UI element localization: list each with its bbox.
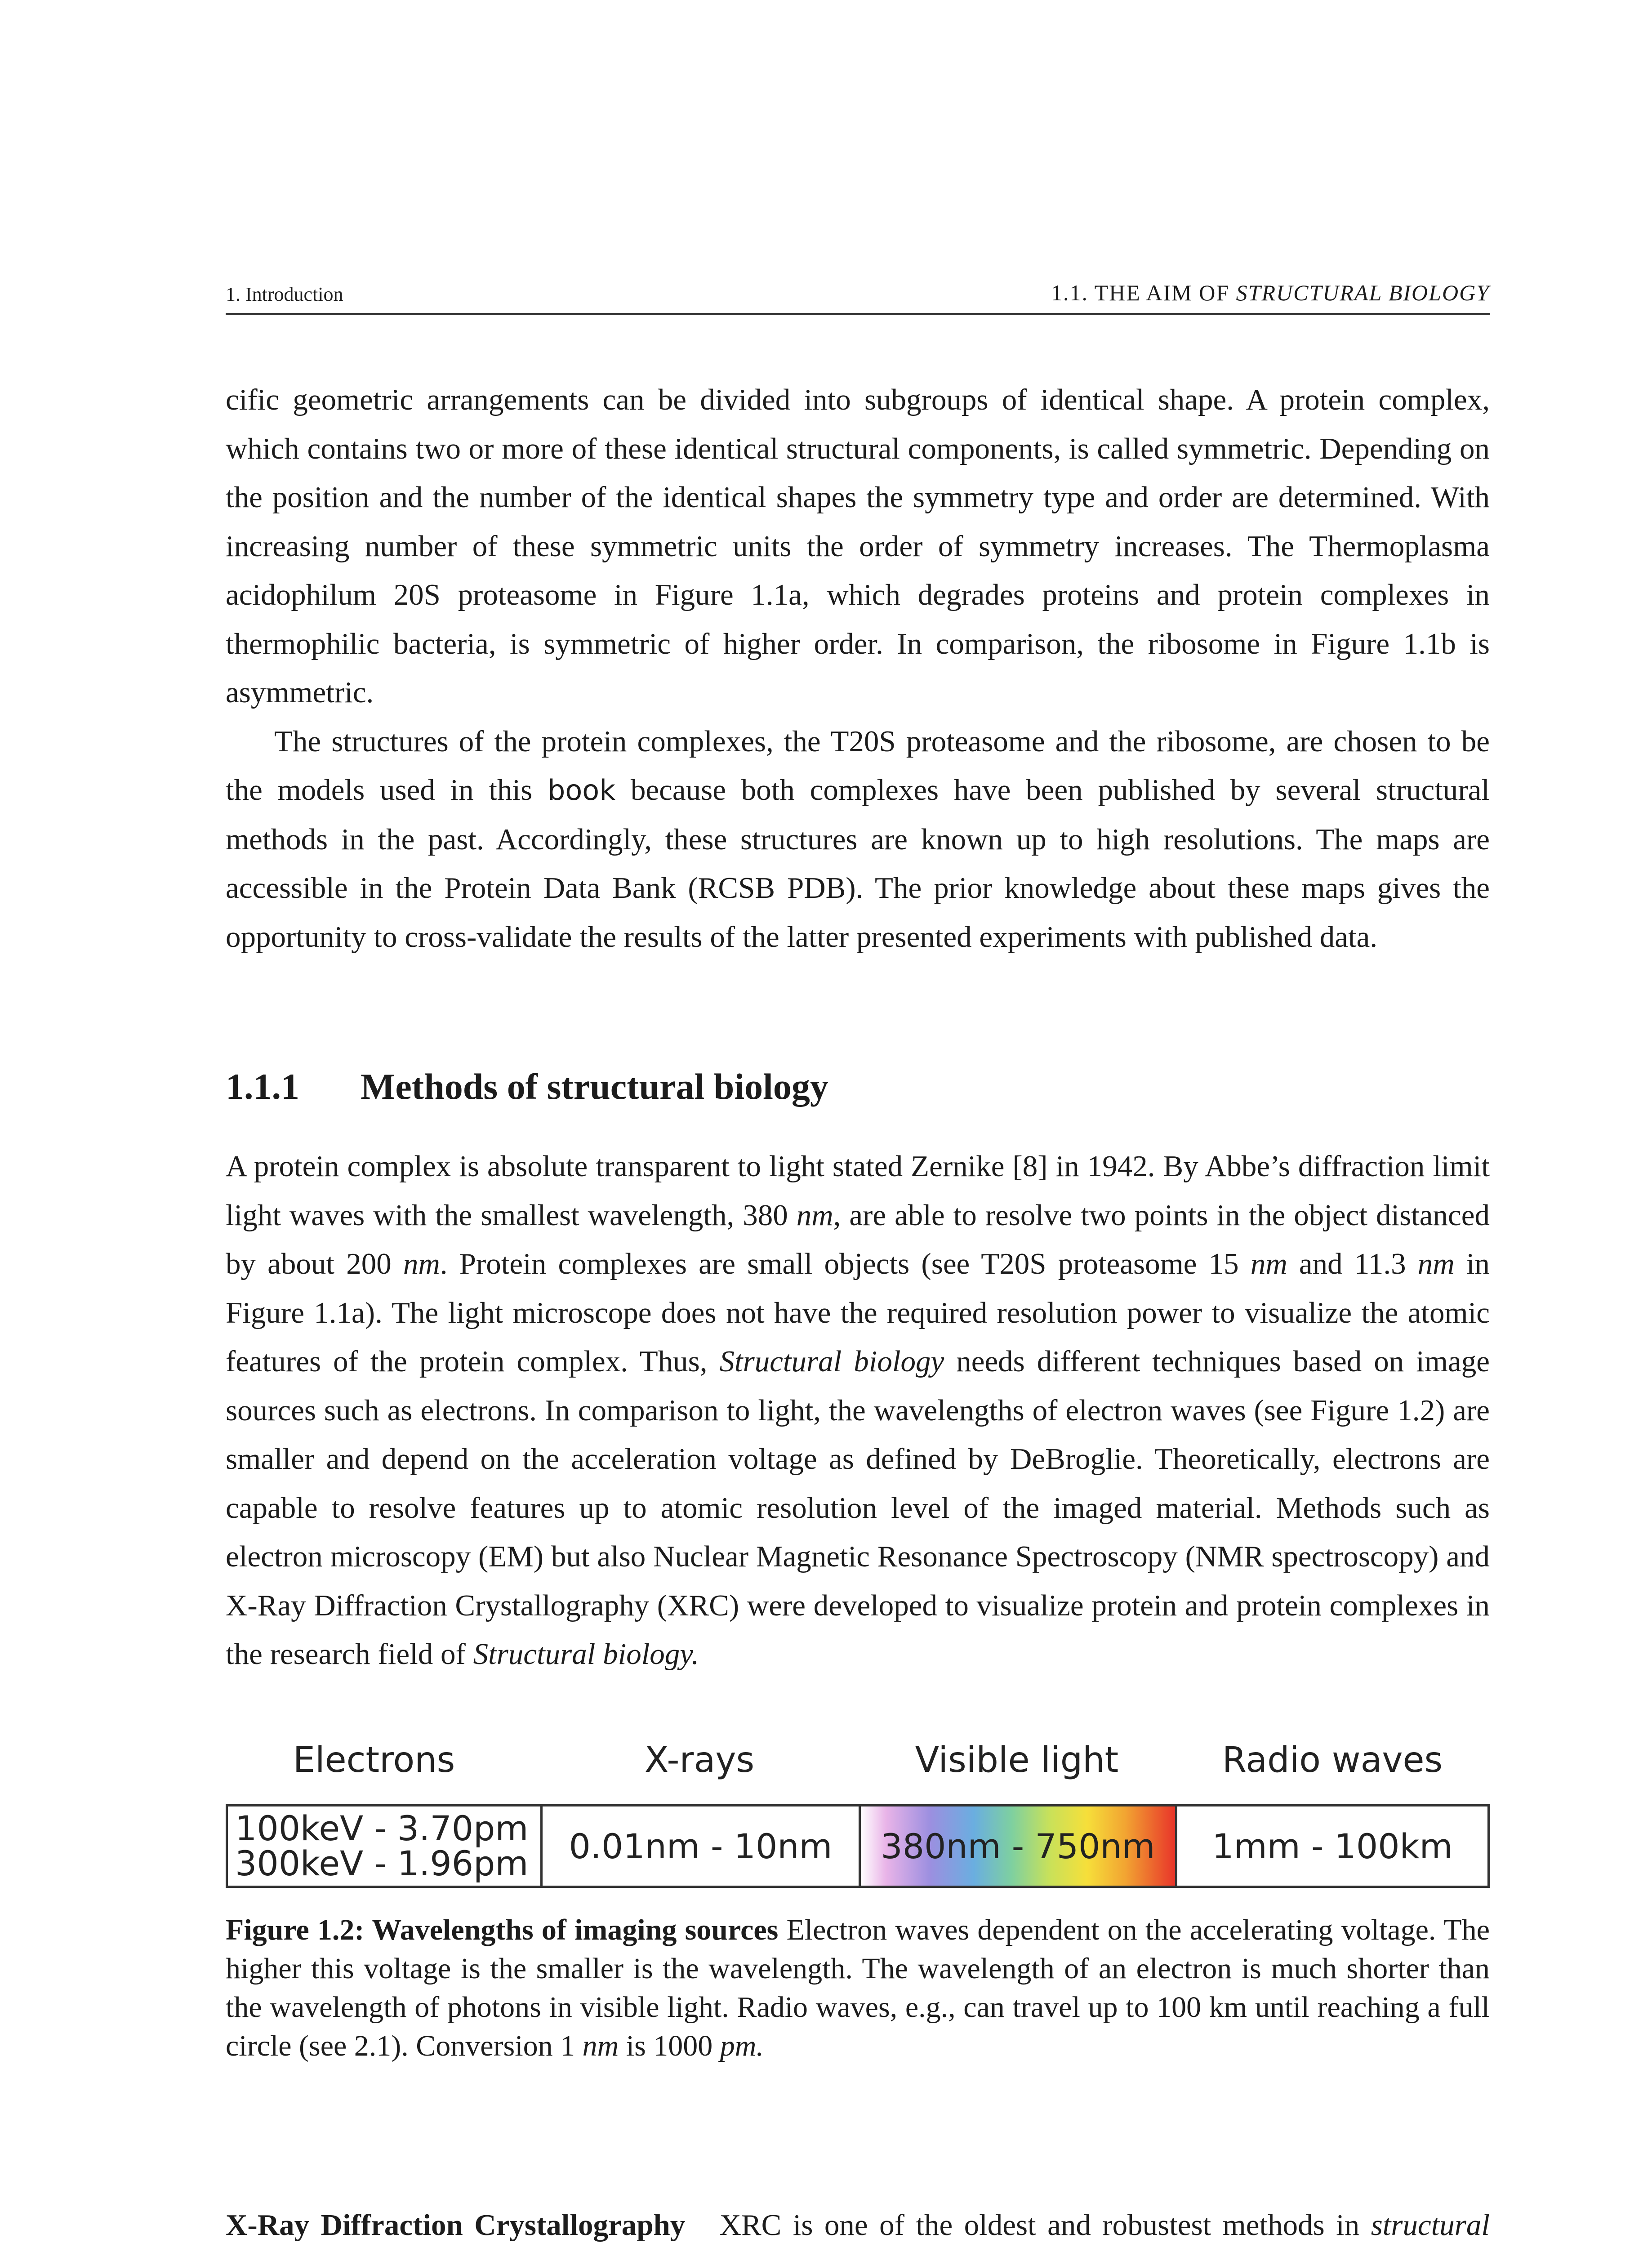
methods-text-part: . Protein complexes are small objects (see T20S proteasome 15: [440, 1247, 1251, 1280]
xrc-heading: X-Ray Diffraction Crystallography: [226, 2208, 686, 2242]
wavelength-figure: [226, 1740, 1490, 1883]
header-visible-light: Visible light: [915, 1740, 1119, 1780]
xrc-text-part: XRC is one of the oldest and robustest methods in: [685, 2208, 1371, 2242]
paragraph-symmetry: cific geometric arrangements can be divided into subgroups of identical shape. A protein complex, which contains two or more of these identical structural components, is called symmetric. Depending on the position and the number of the identical shapes the symmetry type and order are determined. With increasing number of these symmetric units the order of symmetry increases. The Thermoplasma acidophilum 20S proteasome in Figure 1.1a, which degrades proteins and protein complexes in thermophilic bacteria, is symmetric of higher order. In comparison, the ribosome in Figure 1.1b is asymmetric.: [226, 383, 1490, 709]
section-number: 1.1.1: [226, 1066, 299, 1107]
paragraph-models-a: The structures of the protein complexes, the T20S proteasome and the ribosome, are chosen to be the models used in this: [226, 724, 1490, 807]
header-section: [1051, 280, 1490, 306]
emphasis-structural-biology: Structural biology: [719, 1345, 944, 1378]
cell-visible-light-spectrum: 380nm - 750nm: [861, 1806, 1177, 1886]
wavelength-headers: [226, 1740, 1490, 1796]
section-heading: [226, 1066, 1490, 1108]
paragraph-models-b: because both complexes have been published by several structural methods in the past. Accordingly, these structures are known up to high resolutions. The maps are accessible in the Protein Data Bank (RCSB PDB). The prior knowledge about these maps gives the opportunity to cross-validate the results of the latter presented experiments with published data.: [226, 773, 1490, 954]
header-electrons: Electrons: [293, 1740, 455, 1780]
emphasis-structural-biology: structural: [1371, 2208, 1490, 2242]
electrons-300kev: 300keV - 1.96pm: [235, 1843, 529, 1883]
header-section-italic: STRUCTURAL BIOLOGY: [1236, 280, 1490, 305]
unit-nm: nm: [1417, 1247, 1455, 1280]
methods-text-part: in Figure 1.1a). The light microscope does not have the required resolution power to visualize the atomic features of the protein complex. Thus,: [226, 1247, 1490, 1378]
cell-x-rays: 0.01nm - 10nm: [543, 1806, 861, 1886]
caption-mid: is 1000: [619, 2029, 720, 2062]
methods-text-part: A protein complex is absolute transparent to light stated Zernike [8] in 1942. By Abbe’s diffraction limit light waves with the smallest wavelength, 380: [226, 1150, 1490, 1232]
intro-text: [226, 375, 1490, 961]
caption-unit-nm: nm: [582, 2029, 619, 2062]
figure-caption: [226, 1911, 1490, 2065]
header-section-prefix: 1.1. THE AIM OF: [1051, 280, 1236, 305]
paragraph-models-book: book: [548, 774, 616, 807]
paragraph-models: [226, 717, 1490, 962]
methods-text-part: , are able to resolve two points in the object distanced by about 200: [226, 1198, 1490, 1280]
caption-text: Electron waves dependent on the accelerating voltage. The higher this voltage is the smaller is the wavelength. The wavelength of an electron is much shorter than the wavelength of photons in visible light. Radio waves, e.g., can travel up to 100 km until reaching a full circle (see 2.1). Conversion 1: [226, 1913, 1490, 2062]
methods-text: [226, 1142, 1490, 1679]
unit-nm: nm: [403, 1247, 440, 1280]
cell-radio-waves: 1mm - 100km: [1212, 1826, 1453, 1866]
section-title: Methods of structural biology: [361, 1066, 828, 1107]
caption-label: Figure 1.2: Wavelengths of imaging sources: [226, 1913, 779, 1946]
caption-unit-pm: pm.: [720, 2029, 764, 2062]
unit-nm: nm: [796, 1198, 833, 1232]
header-radio-waves: Radio waves: [1222, 1740, 1443, 1780]
methods-text-part: and 11.3: [1287, 1247, 1418, 1280]
wavelength-row: [226, 1804, 1490, 1888]
running-header: [226, 274, 1490, 315]
cell-electrons: [228, 1806, 543, 1886]
emphasis-structural-biology: Structural biology.: [473, 1637, 699, 1671]
unit-nm: nm: [1250, 1247, 1287, 1280]
paragraph-methods: [226, 1142, 1490, 1679]
xrc-paragraph: [226, 2201, 1490, 2248]
methods-text-part: needs different techniques based on image sources such as electrons. In comparison to light, the wavelengths of electron waves (see Figure 1.2) are smaller and depend on the acceleration voltage as defined by DeBroglie. Theoretically, electrons are capable to resolve features up to atomic resolution level of the imaged material. Methods such as electron microscopy (EM) but also Nuclear Magnetic Resonance Spectroscopy (NMR spectroscopy) and X-Ray Diffraction Crystallography (XRC) were developed to visualize protein and protein complexes in the research field of: [226, 1345, 1490, 1671]
header-chapter: 1. Introduction: [226, 283, 343, 305]
header-x-rays: X-rays: [644, 1740, 755, 1780]
electrons-100kev: 100keV - 3.70pm: [235, 1808, 529, 1848]
